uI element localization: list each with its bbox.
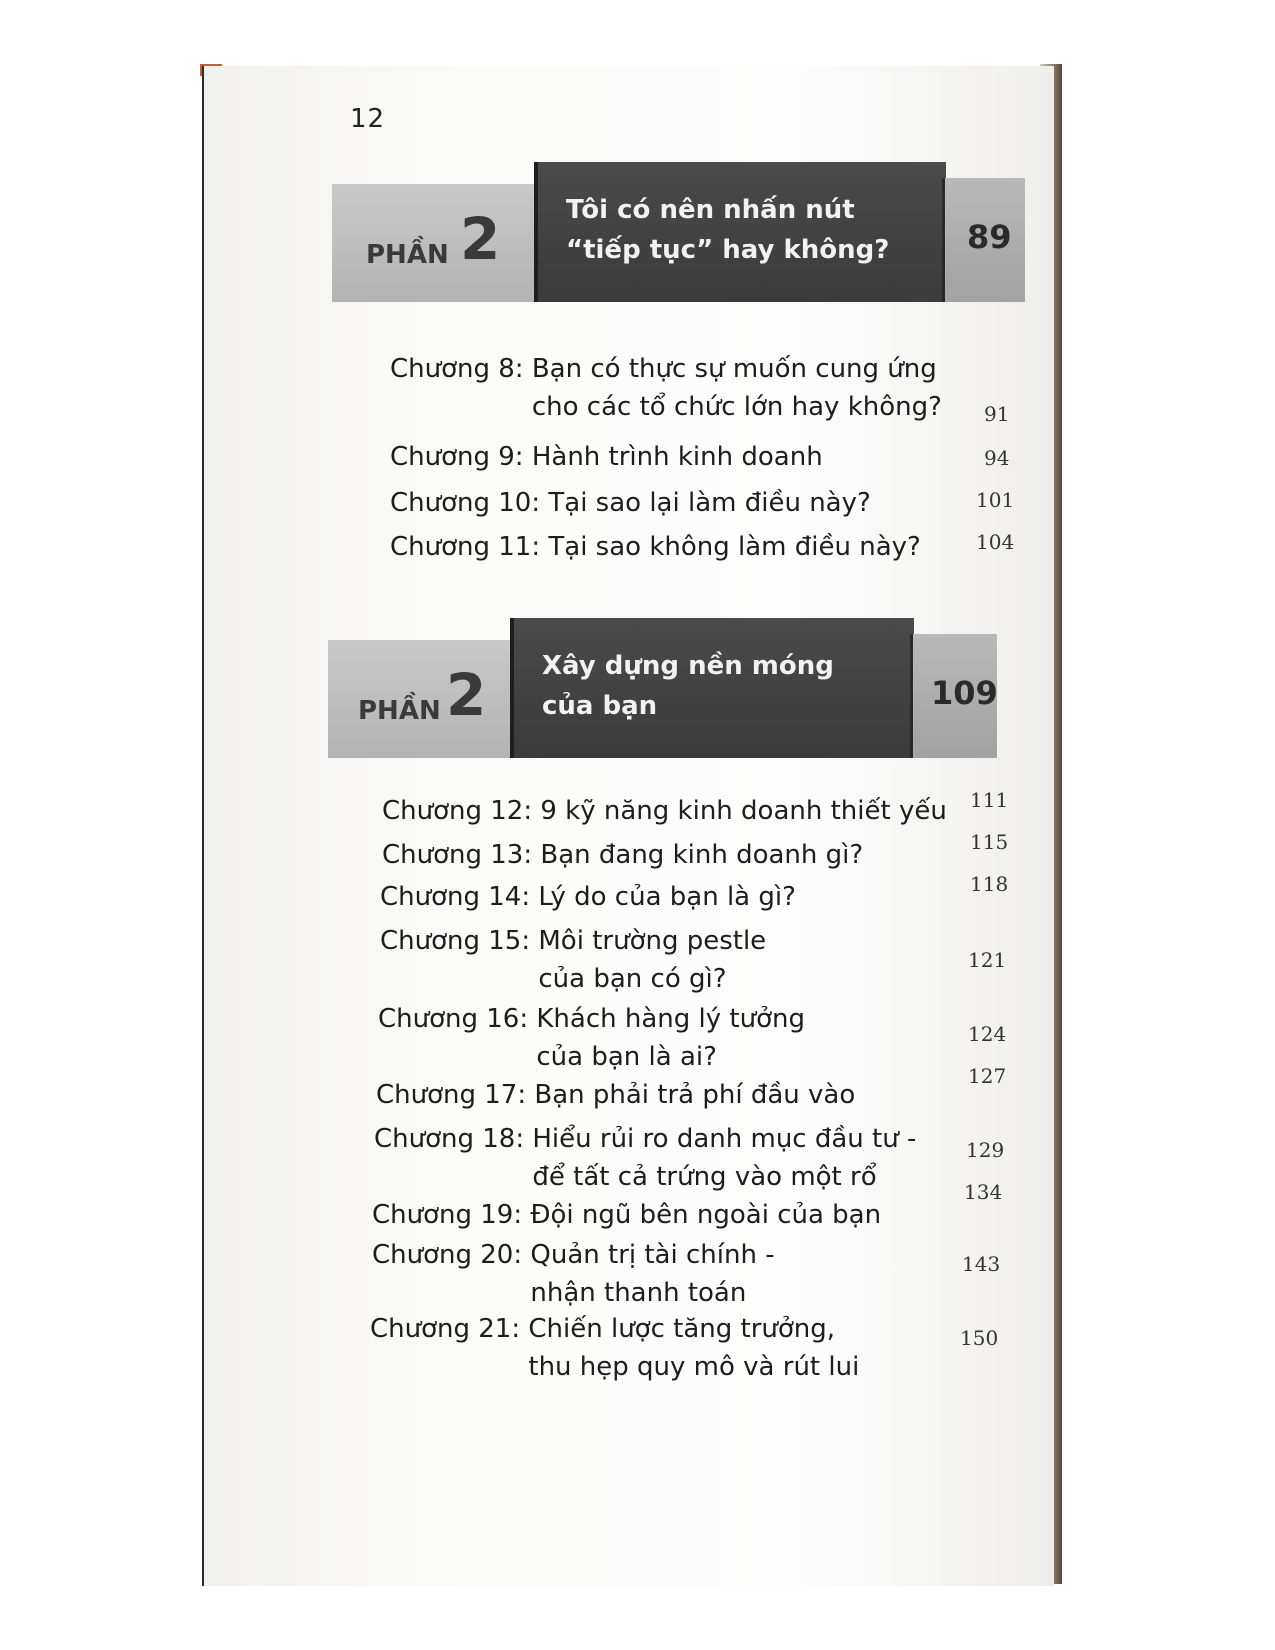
part-banner-2	[328, 618, 998, 758]
chapter-page-number: 127	[968, 1064, 1007, 1088]
part-page: 89	[967, 218, 1012, 256]
chapter-label: Chương 19:	[372, 1200, 523, 1230]
chapter-label: Chương 12:	[382, 796, 533, 826]
chapter-title: Bạn phải trả phí đầu vào	[534, 1080, 856, 1110]
chapter-title-line: Môi trường pestle	[538, 926, 767, 956]
chapter-page-number: 150	[960, 1326, 999, 1350]
part-title-line: của bạn	[542, 691, 658, 721]
chapter-label: Chương 17:	[376, 1080, 527, 1110]
chapter-page-number: 104	[976, 530, 1015, 554]
chapter-label: Chương 13:	[382, 840, 533, 870]
chapter-title	[538, 922, 766, 998]
chapter-title-line: để tất cả trứng vào một rổ	[532, 1162, 877, 1192]
chapter-title	[532, 350, 942, 426]
part-number: 2	[446, 661, 487, 729]
chapter-page-number: 115	[970, 830, 1009, 854]
chapter-title-line: của bạn có gì?	[538, 964, 727, 994]
toc-entry-chapter-16[interactable]	[378, 1000, 805, 1076]
chapter-page-number: 124	[968, 1022, 1007, 1046]
part-title-line: Tôi có nên nhấn nút	[566, 195, 855, 225]
chapter-label: Chương 16:	[378, 1004, 529, 1034]
chapter-page-number: 121	[968, 948, 1007, 972]
chapter-title: Lý do của bạn là gì?	[538, 882, 796, 912]
part-title-line: Xây dựng nền móng	[542, 651, 834, 681]
chapter-label: Chương 9:	[390, 442, 524, 472]
chapter-label: Chương 20:	[372, 1240, 523, 1270]
part-label: PHẦN	[358, 696, 441, 726]
part-label-box	[332, 184, 534, 302]
chapter-title-line: cho các tổ chức lớn hay không?	[531, 392, 942, 422]
chapter-page-number: 134	[964, 1180, 1003, 1204]
chapter-label: Chương 8:	[390, 354, 524, 384]
chapter-title	[528, 1310, 859, 1386]
toc-entry-chapter-9[interactable]	[390, 438, 823, 476]
toc-entry-chapter-18[interactable]	[374, 1120, 916, 1196]
part-title-box	[510, 618, 914, 758]
part-title-line: “tiếp tục” hay không?	[566, 235, 890, 265]
chapter-label: Chương 21:	[370, 1314, 521, 1344]
toc-entry-chapter-13[interactable]	[382, 836, 863, 874]
chapter-page-number: 91	[984, 402, 1010, 426]
chapter-label: Chương 14:	[380, 882, 531, 912]
chapter-label: Chương 11:	[390, 532, 541, 562]
chapter-title-line: Quản trị tài chính -	[530, 1240, 775, 1270]
chapter-label: Chương 10:	[390, 488, 541, 518]
part-page: 109	[931, 674, 998, 712]
chapter-title-line: Hiểu rủi ro danh mục đầu tư -	[532, 1124, 917, 1154]
page-number: 12	[350, 104, 386, 134]
toc-entry-chapter-15[interactable]	[380, 922, 766, 998]
toc-entry-chapter-17[interactable]	[376, 1076, 855, 1114]
chapter-label: Chương 15:	[380, 926, 531, 956]
part-page-box	[910, 634, 997, 758]
chapter-title	[530, 1236, 774, 1312]
chapter-title: 9 kỹ năng kinh doanh thiết yếu	[540, 796, 947, 826]
part-number: 2	[460, 205, 501, 273]
toc-entry-chapter-20[interactable]	[372, 1236, 775, 1312]
chapter-title: Tại sao lại làm điều này?	[548, 488, 871, 518]
chapter-page-number: 111	[970, 788, 1009, 812]
chapter-title: Hành trình kinh doanh	[531, 442, 823, 472]
chapter-title	[532, 1120, 916, 1196]
chapter-title-line: Bạn có thực sự muốn cung ứng	[531, 354, 937, 384]
toc-entry-chapter-14[interactable]	[380, 878, 796, 916]
chapter-page-number: 129	[966, 1138, 1005, 1162]
chapter-title: Bạn đang kinh doanh gì?	[540, 840, 864, 870]
chapter-title-line: thu hẹp quy mô và rút lui	[528, 1352, 860, 1382]
chapter-page-number: 143	[962, 1252, 1001, 1276]
part-page-box	[942, 178, 1025, 302]
chapter-title: Đội ngũ bên ngoài của bạn	[530, 1200, 882, 1230]
toc-entry-chapter-19[interactable]	[372, 1196, 881, 1234]
toc-entry-chapter-21[interactable]	[370, 1310, 859, 1386]
chapter-title	[536, 1000, 805, 1076]
chapter-label: Chương 18:	[374, 1124, 525, 1154]
toc-entry-chapter-11[interactable]	[390, 528, 921, 566]
toc-entry-chapter-12[interactable]	[382, 792, 947, 830]
chapter-title-line: Chiến lược tăng trưởng,	[528, 1314, 836, 1344]
chapter-page-number: 118	[970, 872, 1009, 896]
chapter-page-number: 94	[984, 446, 1010, 470]
chapter-title-line: nhận thanh toán	[530, 1278, 747, 1308]
toc-entry-chapter-8[interactable]	[390, 350, 942, 426]
chapter-page-number: 101	[976, 488, 1015, 512]
chapter-title: Tại sao không làm điều này?	[548, 532, 921, 562]
part-label: PHẦN	[366, 240, 449, 270]
toc-entry-chapter-10[interactable]	[390, 484, 871, 522]
part-label-box	[328, 640, 510, 758]
part-title-box	[534, 162, 946, 302]
part-banner-1	[332, 162, 1022, 302]
chapter-title-line: của bạn là ai?	[536, 1042, 717, 1072]
part-title	[542, 646, 912, 726]
part-title	[566, 190, 936, 270]
chapter-title-line: Khách hàng lý tưởng	[536, 1004, 805, 1034]
